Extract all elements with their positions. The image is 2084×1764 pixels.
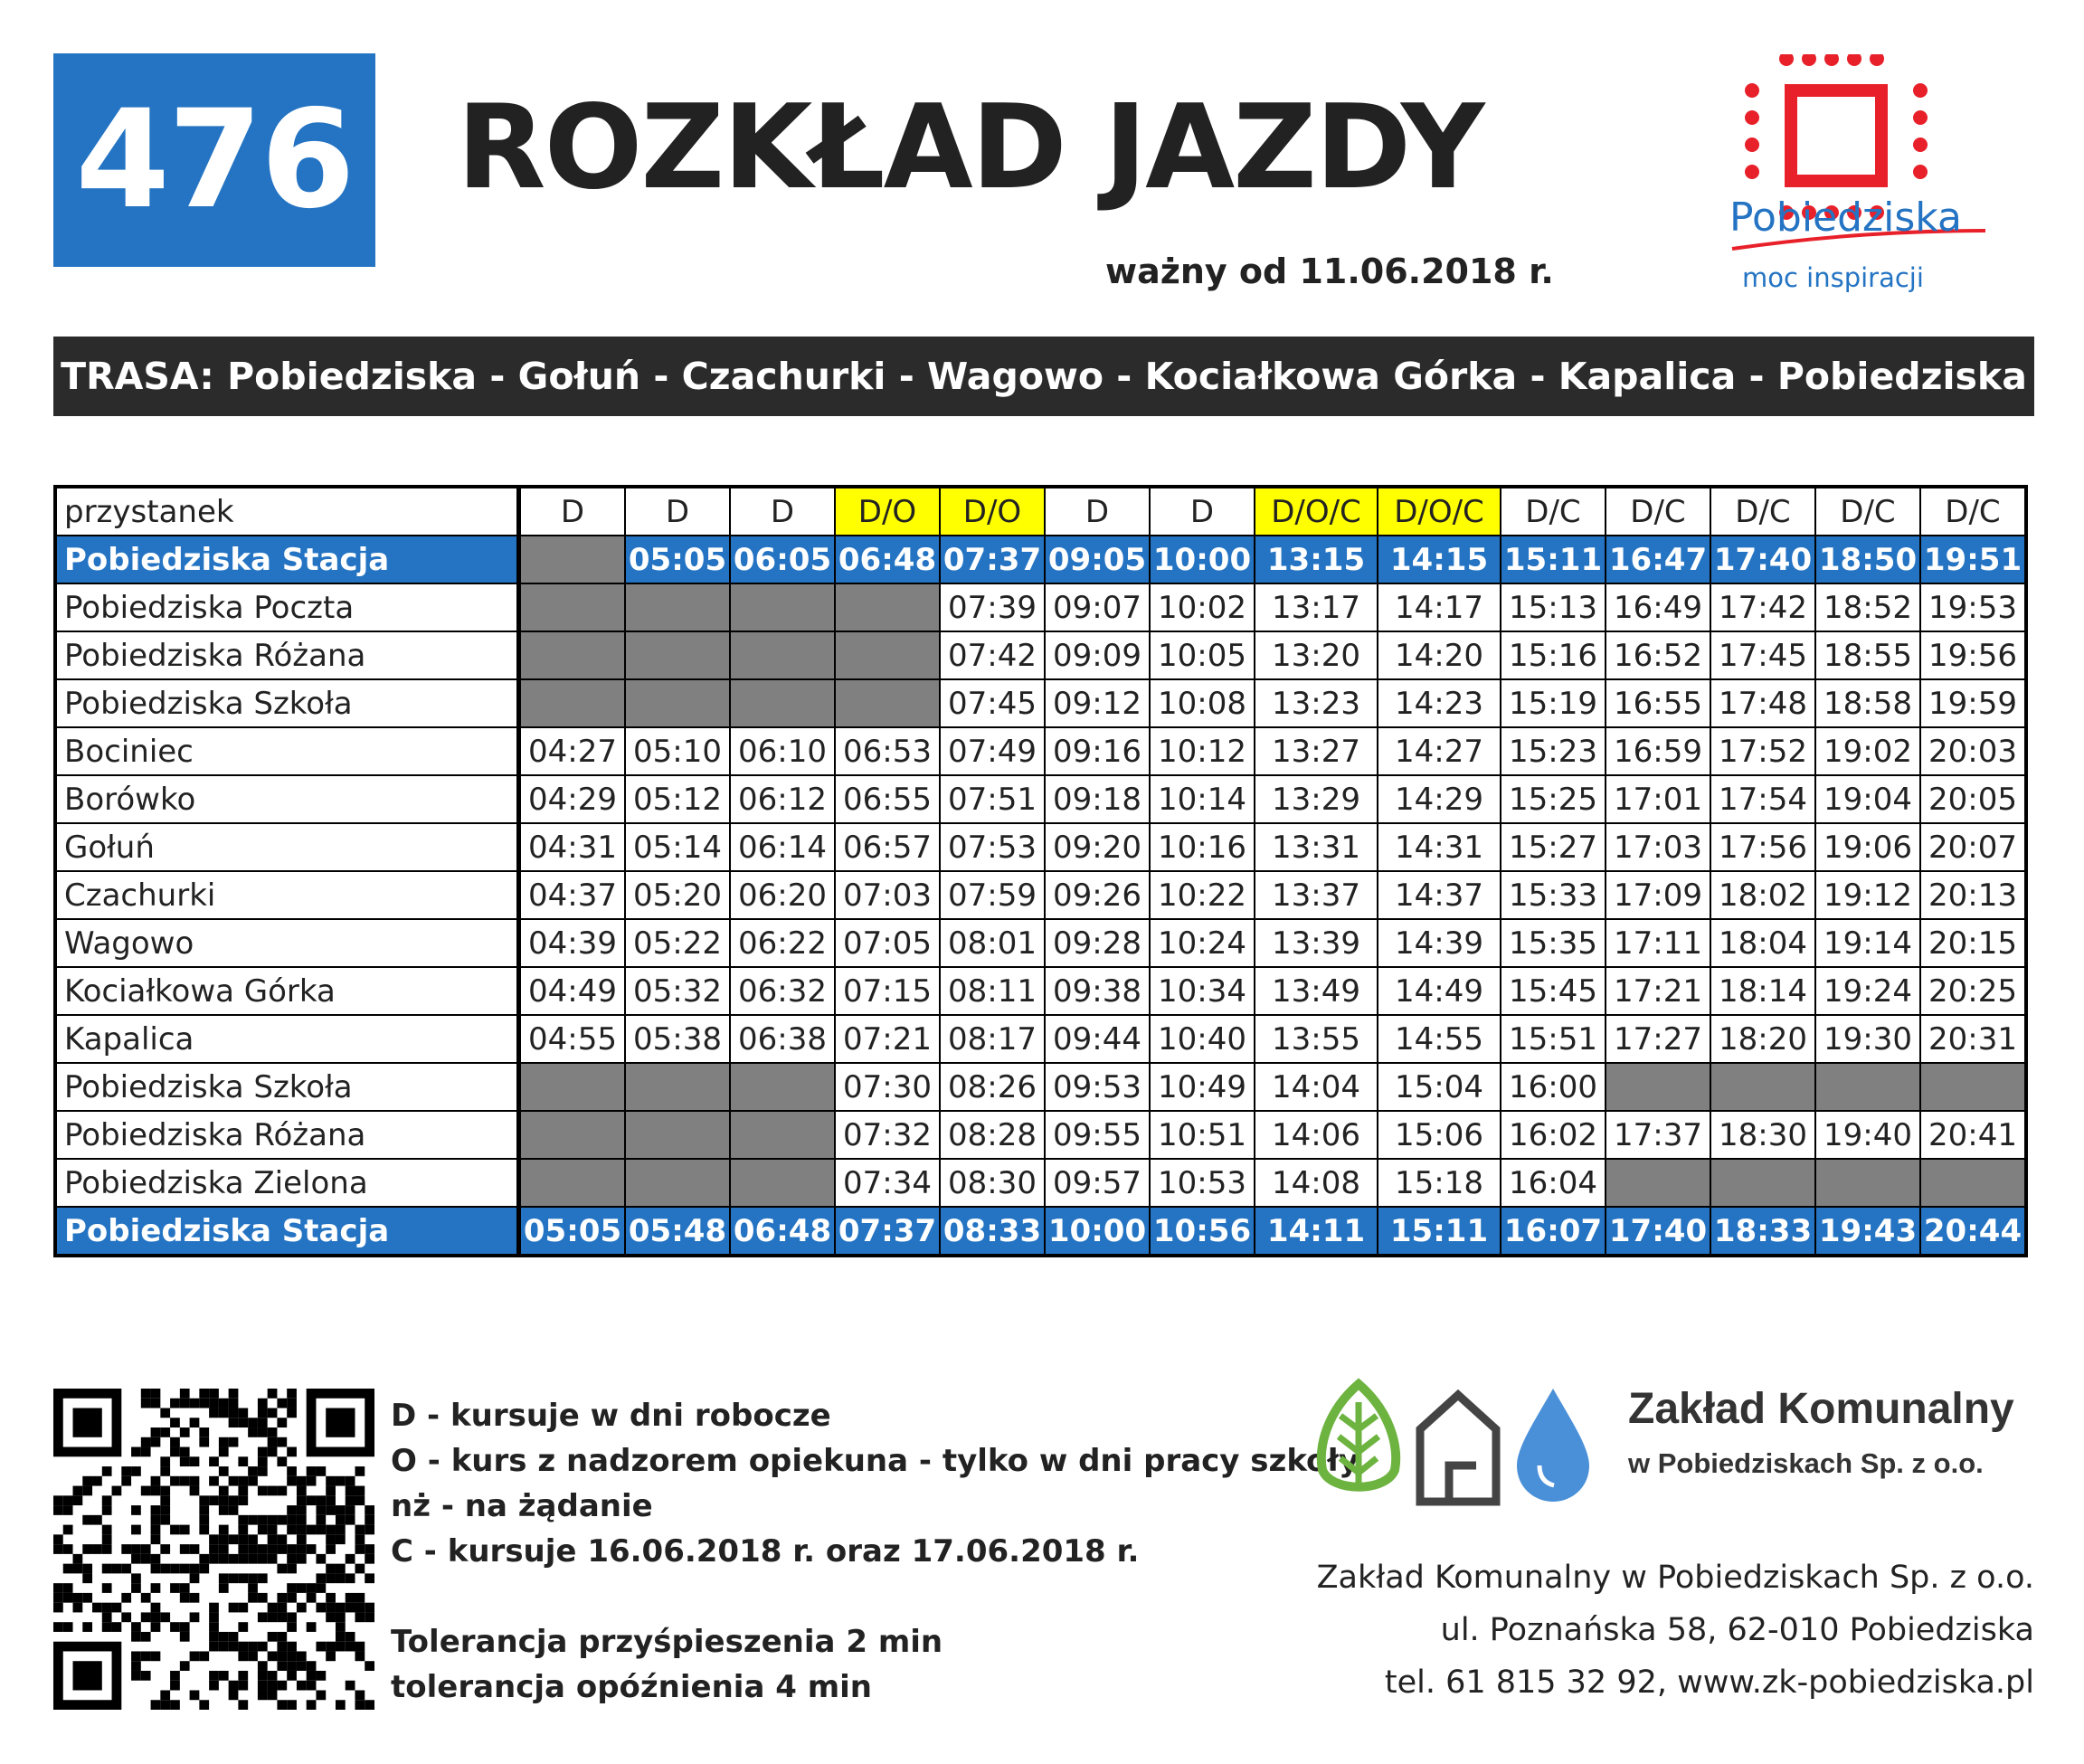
no-service-cell — [625, 1159, 730, 1207]
legend-item: O - kurs z nadzorem opiekuna - tylko w dni pracy szkoły — [391, 1443, 1359, 1479]
departure-time: 17:03 — [1606, 823, 1710, 871]
departure-time: 19:53 — [1920, 583, 2026, 631]
no-service-cell — [1920, 1159, 2026, 1207]
departure-time: 06:10 — [730, 727, 835, 775]
departure-time: 06:55 — [835, 775, 940, 823]
stop-name: Bociniec — [55, 727, 519, 775]
departure-time: 09:38 — [1045, 967, 1150, 1015]
route-number-box — [53, 53, 375, 267]
departure-time: 16:00 — [1501, 1063, 1606, 1111]
departure-time: 09:44 — [1045, 1015, 1150, 1063]
departure-time: 06:22 — [730, 919, 835, 967]
departure-time: 09:53 — [1045, 1063, 1150, 1111]
table-row — [55, 679, 2026, 727]
departure-time: 14:11 — [1255, 1207, 1378, 1256]
departure-time: 17:52 — [1710, 727, 1815, 775]
departure-time: 04:37 — [519, 871, 626, 919]
table-row — [55, 631, 2026, 679]
departure-time: 09:28 — [1045, 919, 1150, 967]
departure-time: 06:20 — [730, 871, 835, 919]
course-type-header: D — [1150, 487, 1255, 536]
departure-time: 10:12 — [1150, 727, 1255, 775]
departure-time: 07:39 — [940, 583, 1045, 631]
departure-time: 17:56 — [1710, 823, 1815, 871]
departure-time: 15:11 — [1378, 1207, 1501, 1256]
company-name: Zakład Komunalny — [1628, 1385, 2014, 1433]
departure-time: 20:44 — [1920, 1207, 2026, 1256]
departure-time: 15:27 — [1501, 823, 1606, 871]
table-row — [55, 1111, 2026, 1159]
departure-time: 07:03 — [835, 871, 940, 919]
stop-name: Czachurki — [55, 871, 519, 919]
departure-time: 16:52 — [1606, 631, 1710, 679]
departure-time: 17:45 — [1710, 631, 1815, 679]
legend-item: D - kursuje w dni robocze — [391, 1398, 831, 1434]
no-service-cell — [730, 1063, 835, 1111]
departure-time: 05:22 — [625, 919, 730, 967]
departure-time: 10:14 — [1150, 775, 1255, 823]
departure-time: 13:23 — [1255, 679, 1378, 727]
course-type-header: D/C — [1920, 487, 2026, 536]
departure-time: 13:49 — [1255, 967, 1378, 1015]
table-row — [55, 1207, 2026, 1256]
table-row — [55, 919, 2026, 967]
departure-time: 18:55 — [1815, 631, 1920, 679]
departure-time: 10:00 — [1150, 536, 1255, 583]
departure-time: 15:18 — [1378, 1159, 1501, 1207]
departure-time: 07:05 — [835, 919, 940, 967]
departure-time: 10:08 — [1150, 679, 1255, 727]
departure-time: 15:04 — [1378, 1063, 1501, 1111]
course-type-header: D — [625, 487, 730, 536]
legend-item: nż - na żądanie — [391, 1488, 653, 1524]
address-line[interactable]: tel. 61 815 32 92, www.zk-pobiedziska.pl — [1384, 1664, 2034, 1701]
departure-time: 20:13 — [1920, 871, 2026, 919]
table-row — [55, 536, 2026, 583]
company-subtitle: w Pobiedziskach Sp. z o.o. — [1628, 1447, 1984, 1479]
departure-time: 06:05 — [730, 536, 835, 583]
departure-time: 17:40 — [1606, 1207, 1710, 1256]
departure-time: 14:04 — [1255, 1063, 1378, 1111]
departure-time: 14:29 — [1378, 775, 1501, 823]
no-service-cell — [519, 536, 626, 583]
departure-time: 16:55 — [1606, 679, 1710, 727]
company-icons — [1313, 1375, 1603, 1511]
departure-time: 05:05 — [625, 536, 730, 583]
departure-time: 19:51 — [1920, 536, 2026, 583]
departure-time: 09:07 — [1045, 583, 1150, 631]
departure-time: 15:33 — [1501, 871, 1606, 919]
logo-name: Pobiedziska — [1729, 194, 1962, 241]
departure-time: 18:02 — [1710, 871, 1815, 919]
departure-time: 14:49 — [1378, 967, 1501, 1015]
departure-time: 06:38 — [730, 1015, 835, 1063]
house-icon — [1420, 1395, 1496, 1502]
departure-time: 14:17 — [1378, 583, 1501, 631]
departure-time: 09:18 — [1045, 775, 1150, 823]
no-service-cell — [625, 1111, 730, 1159]
departure-time: 05:38 — [625, 1015, 730, 1063]
departure-time: 16:07 — [1501, 1207, 1606, 1256]
no-service-cell — [625, 631, 730, 679]
no-service-cell — [1606, 1063, 1710, 1111]
departure-time: 16:59 — [1606, 727, 1710, 775]
stop-name: Pobiedziska Stacja — [55, 536, 519, 583]
departure-time: 08:17 — [940, 1015, 1045, 1063]
departure-time: 13:31 — [1255, 823, 1378, 871]
departure-time: 10:00 — [1045, 1207, 1150, 1256]
departure-time: 08:26 — [940, 1063, 1045, 1111]
no-service-cell — [1710, 1159, 1815, 1207]
valid-from: ważny od 11.06.2018 r. — [1105, 251, 1554, 291]
departure-time: 17:37 — [1606, 1111, 1710, 1159]
departure-time: 09:26 — [1045, 871, 1150, 919]
departure-time: 15:23 — [1501, 727, 1606, 775]
departure-time: 18:50 — [1815, 536, 1920, 583]
departure-time: 07:34 — [835, 1159, 940, 1207]
timetable-header-row — [55, 487, 2026, 536]
address-line: ul. Poznańska 58, 62-010 Pobiedziska — [1440, 1612, 2034, 1648]
no-service-cell — [625, 679, 730, 727]
departure-time: 07:49 — [940, 727, 1045, 775]
departure-time: 08:30 — [940, 1159, 1045, 1207]
stop-name: Pobiedziska Stacja — [55, 1207, 519, 1256]
no-service-cell — [835, 583, 940, 631]
departure-time: 19:06 — [1815, 823, 1920, 871]
stop-name: Kapalica — [55, 1015, 519, 1063]
departure-time: 04:55 — [519, 1015, 626, 1063]
timetable — [53, 485, 2028, 1257]
no-service-cell — [519, 1159, 626, 1207]
departure-time: 13:37 — [1255, 871, 1378, 919]
departure-time: 18:33 — [1710, 1207, 1815, 1256]
departure-time: 15:06 — [1378, 1111, 1501, 1159]
departure-time: 08:11 — [940, 967, 1045, 1015]
stop-header: przystanek — [55, 487, 519, 536]
no-service-cell — [1606, 1159, 1710, 1207]
departure-time: 07:42 — [940, 631, 1045, 679]
departure-time: 19:56 — [1920, 631, 2026, 679]
departure-time: 17:09 — [1606, 871, 1710, 919]
departure-time: 19:12 — [1815, 871, 1920, 919]
departure-time: 04:31 — [519, 823, 626, 871]
departure-time: 07:45 — [940, 679, 1045, 727]
departure-time: 07:32 — [835, 1111, 940, 1159]
departure-time: 14:31 — [1378, 823, 1501, 871]
stop-name: Pobiedziska Poczta — [55, 583, 519, 631]
no-service-cell — [730, 1159, 835, 1207]
departure-time: 17:40 — [1710, 536, 1815, 583]
stop-name: Borówko — [55, 775, 519, 823]
departure-time: 07:37 — [940, 536, 1045, 583]
departure-time: 16:04 — [1501, 1159, 1606, 1207]
departure-time: 10:53 — [1150, 1159, 1255, 1207]
table-row — [55, 823, 2026, 871]
departure-time: 08:28 — [940, 1111, 1045, 1159]
table-row — [55, 1063, 2026, 1111]
departure-time: 05:05 — [519, 1207, 626, 1256]
water-drop-icon — [1517, 1389, 1589, 1502]
departure-time: 20:25 — [1920, 967, 2026, 1015]
departure-time: 16:02 — [1501, 1111, 1606, 1159]
departure-time: 15:51 — [1501, 1015, 1606, 1063]
logo-tagline: moc inspiracji — [1742, 262, 1924, 293]
departure-time: 15:45 — [1501, 967, 1606, 1015]
departure-time: 10:49 — [1150, 1063, 1255, 1111]
departure-time: 20:15 — [1920, 919, 2026, 967]
departure-time: 13:39 — [1255, 919, 1378, 967]
departure-time: 14:39 — [1378, 919, 1501, 967]
departure-time: 14:06 — [1255, 1111, 1378, 1159]
departure-time: 10:34 — [1150, 967, 1255, 1015]
departure-time: 04:49 — [519, 967, 626, 1015]
departure-time: 20:41 — [1920, 1111, 2026, 1159]
tolerance-item: Tolerancja przyśpieszenia 2 min — [391, 1624, 943, 1660]
departure-time: 13:15 — [1255, 536, 1378, 583]
no-service-cell — [625, 1063, 730, 1111]
legend-item: C - kursuje 16.06.2018 r. oraz 17.06.2018 r. — [391, 1533, 1140, 1570]
no-service-cell — [519, 583, 626, 631]
table-row — [55, 1015, 2026, 1063]
departure-time: 18:20 — [1710, 1015, 1815, 1063]
course-type-header: D — [730, 487, 835, 536]
departure-time: 07:15 — [835, 967, 940, 1015]
departure-time: 14:27 — [1378, 727, 1501, 775]
no-service-cell — [1920, 1063, 2026, 1111]
departure-time: 15:13 — [1501, 583, 1606, 631]
departure-time: 09:09 — [1045, 631, 1150, 679]
departure-time: 17:54 — [1710, 775, 1815, 823]
stop-name: Pobiedziska Szkoła — [55, 1063, 519, 1111]
departure-time: 07:53 — [940, 823, 1045, 871]
departure-time: 05:14 — [625, 823, 730, 871]
table-row — [55, 775, 2026, 823]
departure-time: 06:14 — [730, 823, 835, 871]
departure-time: 05:20 — [625, 871, 730, 919]
tolerance-item: tolerancja opóźnienia 4 min — [391, 1669, 873, 1705]
departure-time: 17:21 — [1606, 967, 1710, 1015]
departure-time: 14:20 — [1378, 631, 1501, 679]
departure-time: 10:51 — [1150, 1111, 1255, 1159]
departure-time: 09:57 — [1045, 1159, 1150, 1207]
departure-time: 07:51 — [940, 775, 1045, 823]
departure-time: 05:10 — [625, 727, 730, 775]
departure-time: 19:43 — [1815, 1207, 1920, 1256]
departure-time: 13:20 — [1255, 631, 1378, 679]
departure-time: 13:55 — [1255, 1015, 1378, 1063]
departure-time: 04:29 — [519, 775, 626, 823]
qr-code-icon[interactable] — [53, 1389, 374, 1710]
departure-time: 06:48 — [730, 1207, 835, 1256]
departure-time: 06:53 — [835, 727, 940, 775]
legend — [391, 1393, 1359, 1710]
departure-time: 07:59 — [940, 871, 1045, 919]
departure-time: 05:32 — [625, 967, 730, 1015]
departure-time: 15:11 — [1501, 536, 1606, 583]
departure-time: 13:29 — [1255, 775, 1378, 823]
departure-time: 17:27 — [1606, 1015, 1710, 1063]
course-type-header: D/O/C — [1378, 487, 1501, 536]
departure-time: 16:49 — [1606, 583, 1710, 631]
route-banner: TRASA: Pobiedziska - Gołuń - Czachurki - Wagowo - Kociałkowa Górka - Kapalica - Pobiedziska — [53, 337, 2034, 416]
departure-time: 09:16 — [1045, 727, 1150, 775]
stop-name: Wagowo — [55, 919, 519, 967]
departure-time: 16:47 — [1606, 536, 1710, 583]
leaf-icon — [1321, 1384, 1396, 1488]
departure-time: 18:58 — [1815, 679, 1920, 727]
course-type-header: D — [1045, 487, 1150, 536]
departure-time: 10:56 — [1150, 1207, 1255, 1256]
course-type-header: D/O — [940, 487, 1045, 536]
departure-time: 14:08 — [1255, 1159, 1378, 1207]
departure-time: 19:02 — [1815, 727, 1920, 775]
departure-time: 05:12 — [625, 775, 730, 823]
no-service-cell — [730, 631, 835, 679]
route-number: 476 — [75, 81, 354, 239]
departure-time: 06:12 — [730, 775, 835, 823]
stop-name: Pobiedziska Zielona — [55, 1159, 519, 1207]
departure-time: 10:24 — [1150, 919, 1255, 967]
departure-time: 13:17 — [1255, 583, 1378, 631]
departure-time: 15:16 — [1501, 631, 1606, 679]
departure-time: 15:35 — [1501, 919, 1606, 967]
stop-name: Pobiedziska Różana — [55, 1111, 519, 1159]
departure-time: 06:32 — [730, 967, 835, 1015]
departure-time: 05:48 — [625, 1207, 730, 1256]
departure-time: 19:24 — [1815, 967, 1920, 1015]
table-row — [55, 967, 2026, 1015]
table-row — [55, 583, 2026, 631]
departure-time: 09:55 — [1045, 1111, 1150, 1159]
no-service-cell — [730, 1111, 835, 1159]
course-type-header: D/C — [1606, 487, 1710, 536]
table-row — [55, 871, 2026, 919]
departure-time: 17:48 — [1710, 679, 1815, 727]
no-service-cell — [1815, 1063, 1920, 1111]
departure-time: 13:27 — [1255, 727, 1378, 775]
course-type-header: D — [519, 487, 626, 536]
no-service-cell — [1815, 1159, 1920, 1207]
no-service-cell — [1710, 1063, 1815, 1111]
departure-time: 19:30 — [1815, 1015, 1920, 1063]
no-service-cell — [625, 583, 730, 631]
departure-time: 10:40 — [1150, 1015, 1255, 1063]
departure-time: 18:04 — [1710, 919, 1815, 967]
stop-name: Kociałkowa Górka — [55, 967, 519, 1015]
departure-time: 04:39 — [519, 919, 626, 967]
departure-time: 09:20 — [1045, 823, 1150, 871]
course-type-header: D/O — [835, 487, 940, 536]
departure-time: 14:23 — [1378, 679, 1501, 727]
departure-time: 18:14 — [1710, 967, 1815, 1015]
departure-time: 20:05 — [1920, 775, 2026, 823]
no-service-cell — [835, 679, 940, 727]
no-service-cell — [519, 679, 626, 727]
departure-time: 20:31 — [1920, 1015, 2026, 1063]
no-service-cell — [730, 679, 835, 727]
departure-time: 09:05 — [1045, 536, 1150, 583]
departure-time: 19:59 — [1920, 679, 2026, 727]
company-address — [1317, 1551, 2034, 1709]
stop-name: Pobiedziska Szkoła — [55, 679, 519, 727]
departure-time: 20:07 — [1920, 823, 2026, 871]
departure-time: 06:48 — [835, 536, 940, 583]
departure-time: 10:02 — [1150, 583, 1255, 631]
departure-time: 19:40 — [1815, 1111, 1920, 1159]
no-service-cell — [519, 631, 626, 679]
departure-time: 07:21 — [835, 1015, 940, 1063]
address-line: Zakład Komunalny w Pobiedziskach Sp. z o.o. — [1316, 1560, 2034, 1596]
departure-time: 10:16 — [1150, 823, 1255, 871]
no-service-cell — [519, 1111, 626, 1159]
table-row — [55, 1159, 2026, 1207]
departure-time: 15:19 — [1501, 679, 1606, 727]
departure-time: 17:11 — [1606, 919, 1710, 967]
departure-time: 14:15 — [1378, 536, 1501, 583]
departure-time: 20:03 — [1920, 727, 2026, 775]
page-title: ROZKŁAD JAZDY — [457, 81, 1483, 215]
departure-time: 04:27 — [519, 727, 626, 775]
departure-time: 18:30 — [1710, 1111, 1815, 1159]
departure-time: 19:14 — [1815, 919, 1920, 967]
departure-time: 08:33 — [940, 1207, 1045, 1256]
departure-time: 07:37 — [835, 1207, 940, 1256]
departure-time: 10:05 — [1150, 631, 1255, 679]
course-type-header: D/C — [1710, 487, 1815, 536]
no-service-cell — [835, 631, 940, 679]
departure-time: 17:42 — [1710, 583, 1815, 631]
departure-time: 18:52 — [1815, 583, 1920, 631]
departure-time: 19:04 — [1815, 775, 1920, 823]
course-type-header: D/O/C — [1255, 487, 1378, 536]
departure-time: 08:01 — [940, 919, 1045, 967]
departure-time: 10:22 — [1150, 871, 1255, 919]
departure-time: 09:12 — [1045, 679, 1150, 727]
stop-name: Gołuń — [55, 823, 519, 871]
course-type-header: D/C — [1815, 487, 1920, 536]
table-row — [55, 727, 2026, 775]
course-type-header: D/C — [1501, 487, 1606, 536]
no-service-cell — [730, 583, 835, 631]
departure-time: 14:55 — [1378, 1015, 1501, 1063]
no-service-cell — [519, 1063, 626, 1111]
departure-time: 06:57 — [835, 823, 940, 871]
stop-name: Pobiedziska Różana — [55, 631, 519, 679]
departure-time: 14:37 — [1378, 871, 1501, 919]
departure-time: 07:30 — [835, 1063, 940, 1111]
departure-time: 15:25 — [1501, 775, 1606, 823]
departure-time: 17:01 — [1606, 775, 1710, 823]
